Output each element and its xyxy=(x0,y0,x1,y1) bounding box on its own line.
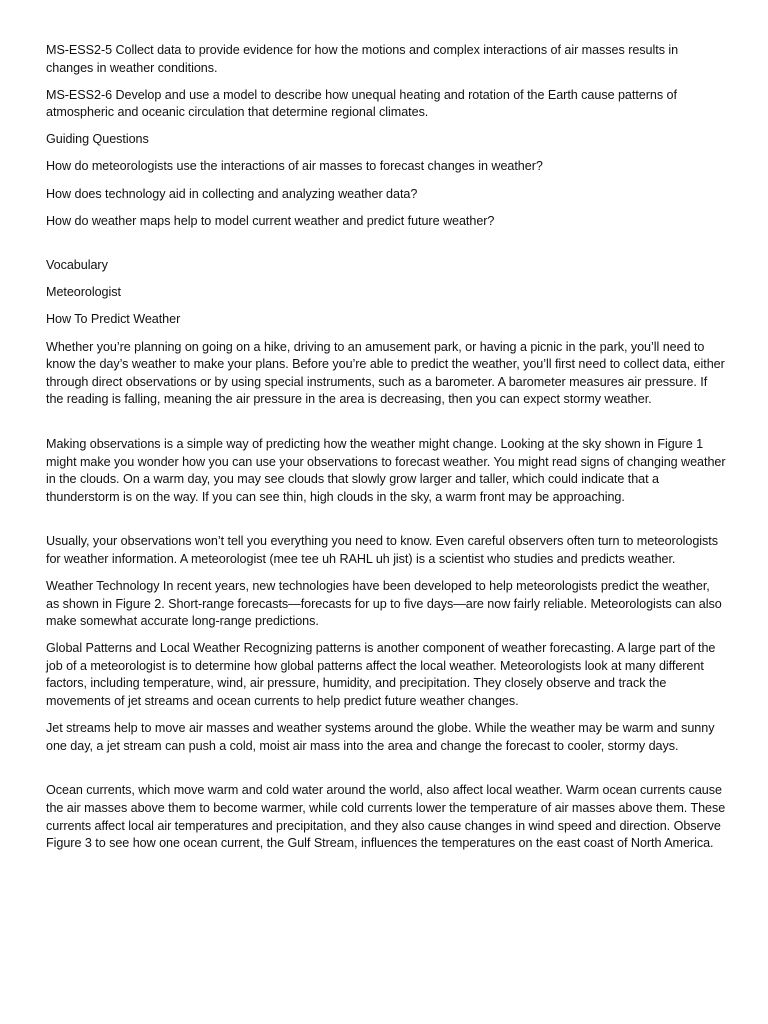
paragraph-predicting-weather: Whether you’re planning on going on a hike, driving to an amusement park, or having a picnic in the park, you’ll need to know the day’s weather to make your plans. Before you’re able to predict the weather, you’ll first need to collect data, either through direct observations or by using special instruments, such as a barometer. A barometer measures air pressure. If the reading is falling, meaning the air pressure in the area is decreasing, then you can expect stormy weather. xyxy=(46,339,725,407)
spacer xyxy=(46,418,726,436)
standard-ms-ess2-5: MS-ESS2-5 Collect data to provide evidence for how the motions and complex interactions of air masses results in changes in weather conditions. xyxy=(46,43,679,75)
paragraph-meteorologists: Usually, your observations won’t tell you everything you need to know. Even careful observers often turn to meteorologists for weather information. A meteorologist (mee tee uh RAHL uh jist) is a scientist who studies and predicts weather. xyxy=(46,534,718,566)
vocabulary-term: Meteorologist xyxy=(46,285,121,300)
spacer xyxy=(46,765,726,783)
spacer xyxy=(46,516,726,534)
guiding-question-2: How does technology aid in collecting and analyzing weather data? xyxy=(46,186,418,201)
standard-ms-ess2-6: MS-ESS2-6 Develop and use a model to describe how unequal heating and rotation of the Earth cause patterns of atmospheric and oceanic circulation that determine regional climates. xyxy=(46,87,677,120)
document-page xyxy=(46,42,726,862)
paragraph-observations: Making observations is a simple way of predicting how the weather might change. Looking at the sky shown in Figure 1 might make you wonder how you can use your observations to forecast weather. You might read signs of changing weather in the clouds. On a warm day, you may see clouds that slowly grow larger and taller, which could indicate that a thunderstorm is on the way. If you can see thin, high clouds in the sky, a warm front may be approaching. xyxy=(46,436,726,504)
guiding-question-3: How do weather maps help to model current weather and predict future weather? xyxy=(46,213,495,228)
paragraph-ocean-currents: Ocean currents, which move warm and cold water around the world, also affect local weather. Warm ocean currents cause the air masses above them to become warmer, while cold currents lower the temperature of air masses above them. These currents affect local air temperatures and precipitation, and they also cause changes in wind speed and direction. Observe Figure 3 to see how one ocean current, the Gulf Stream, influences the temperatures on the east coast of North America. xyxy=(46,783,726,851)
spacer xyxy=(46,240,726,258)
section-title: How To Predict Weather xyxy=(46,312,181,327)
paragraph-weather-technology: Weather Technology In recent years, new technologies have been developed to help meteorologists predict the weather, as shown in Figure 2. Short-range forecasts—forecasts for up to five days—are now fairly reliable. Meteorologists can also make somewhat accurate long-range predictions. xyxy=(46,578,722,629)
paragraph-jet-streams: Jet streams help to move air masses and weather systems around the globe. While the weather may be warm and sunny one day, a jet stream can push a cold, moist air mass into the area and change the forecast to cooler, stormy days. xyxy=(46,721,715,753)
vocabulary-heading: Vocabulary xyxy=(46,258,108,273)
guiding-question-1: How do meteorologists use the interactions of air masses to forecast changes in weather? xyxy=(46,159,543,174)
paragraph-global-patterns: Global Patterns and Local Weather Recognizing patterns is another component of weather forecasting. A large part of the job of a meteorologist is to determine how global patterns affect the local weather. Meteorologists look at many different factors, including temperature, wind, air pressure, humidity, and precipitation. They closely observe and track the movements of jet streams and ocean currents to help predict future weather changes. xyxy=(46,641,716,709)
guiding-questions-heading: Guiding Questions xyxy=(46,132,149,147)
